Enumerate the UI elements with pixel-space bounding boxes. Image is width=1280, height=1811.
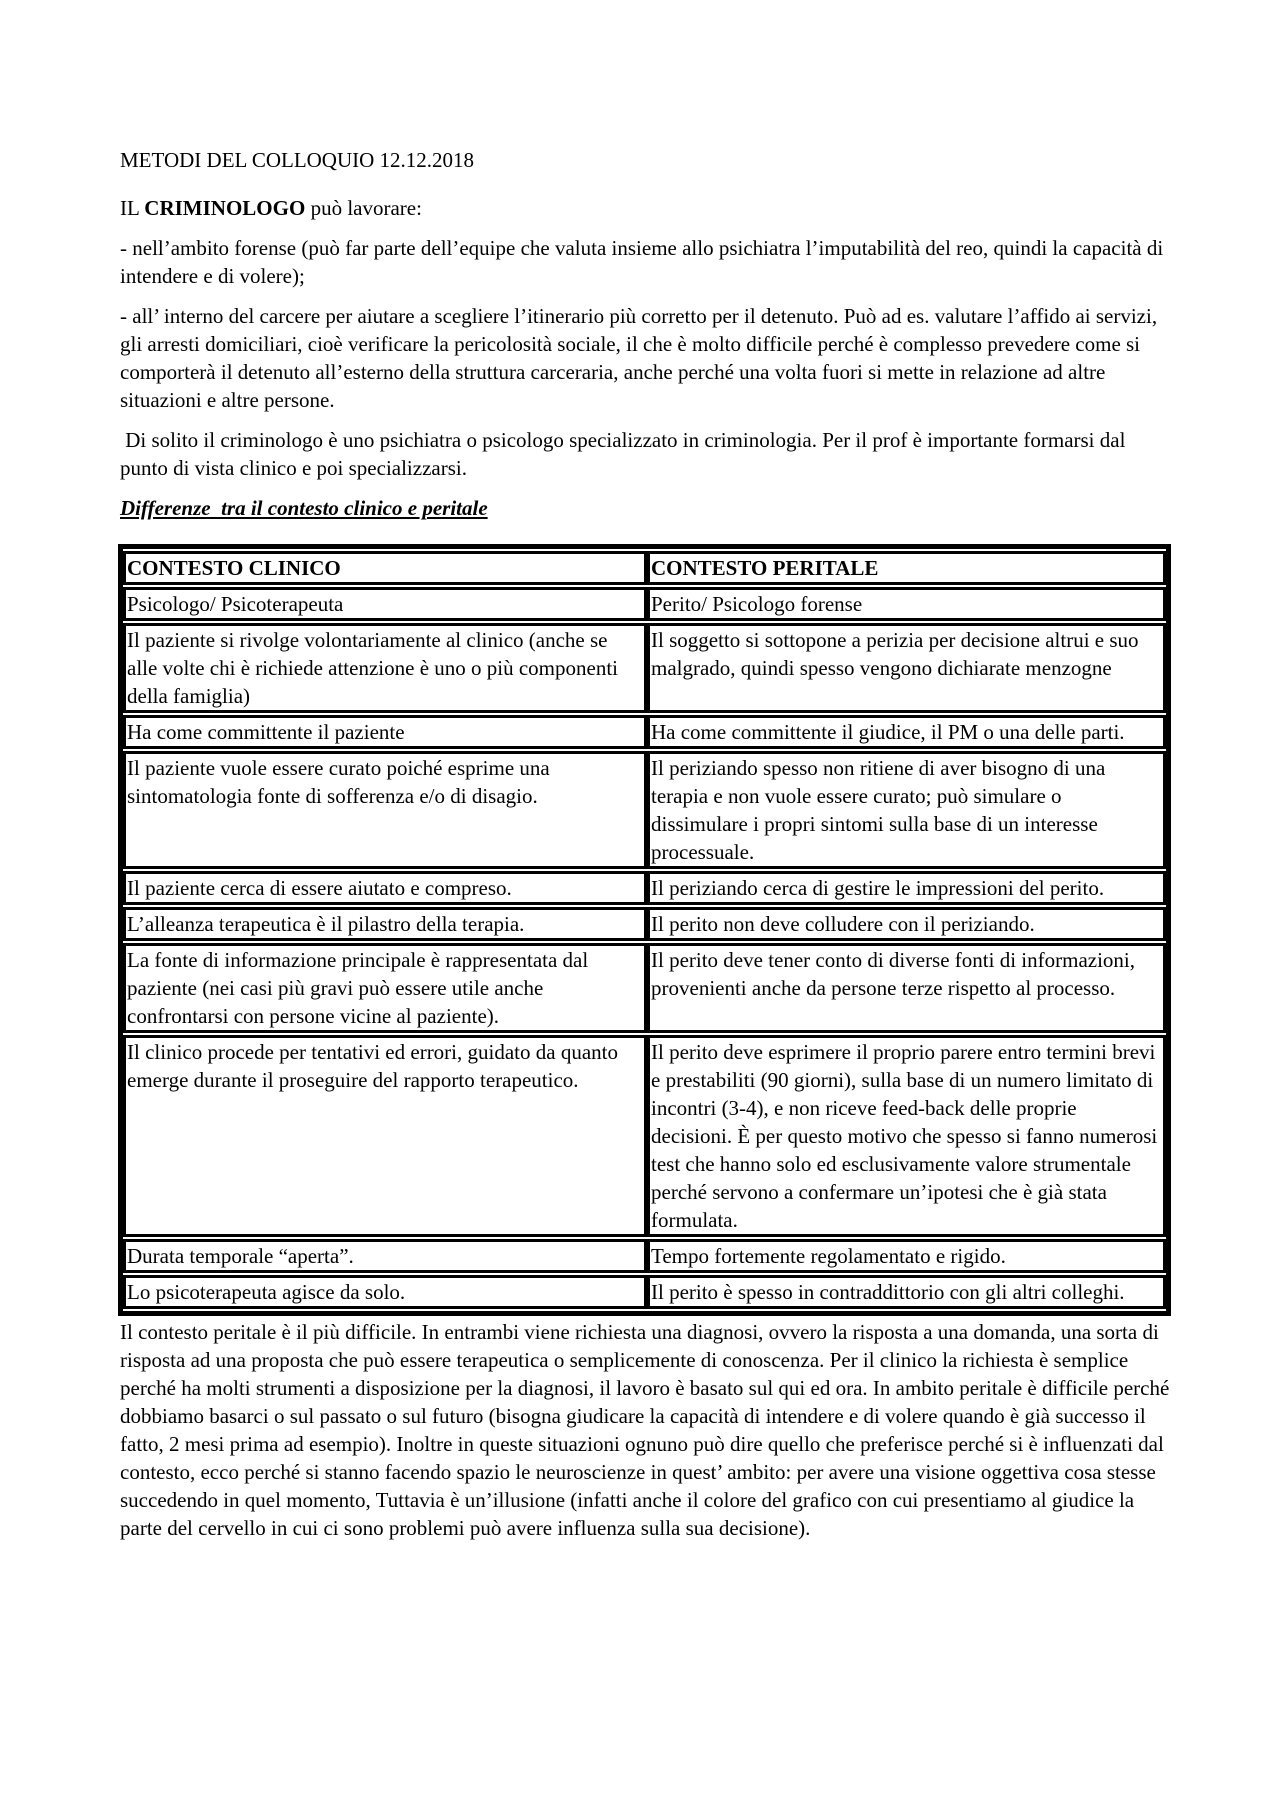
header-peritale: CONTESTO PERITALE xyxy=(647,551,1166,585)
cell-clinico: La fonte di informazione principale è rappresentata dal paziente (nei casi più gravi può essere utile anche confrontarsi con persone vicine al paziente). xyxy=(123,943,647,1033)
cell-clinico: L’alleanza terapeutica è il pilastro della terapia. xyxy=(123,907,647,941)
intro-bold-term: CRIMINOLOGO xyxy=(144,196,306,220)
table-row xyxy=(123,1275,1166,1309)
intro-prefix: IL xyxy=(120,196,145,220)
cell-clinico: Ha come committente il paziente xyxy=(123,715,647,749)
cell-peritale: Il perito deve tener conto di diverse fonti di informazioni, provenienti anche da persone terze rispetto al processo. xyxy=(647,943,1166,1033)
cell-clinico: Il paziente vuole essere curato poiché esprime una sintomatologia fonte di sofferenza e/o di disagio. xyxy=(123,751,647,869)
intro-line xyxy=(120,194,1170,222)
conclusion-paragraph: Il contesto peritale è il più difficile. In entrambi viene richiesta una diagnosi, ovvero la risposta a una domanda, una sorta di risposta ad una proposta che può essere terapeutica o semplicemente di conoscenza. Per il clinico la richiesta è semplice perché ha molti strumenti a disposizione per la diagnosi, il lavoro è basato sul qui ed ora. In ambito peritale è difficile perché dobbiamo basarci o sul passato o sul futuro (bisogna giudicare la capacità di intendere e di volere quando è già successo il fatto, 2 mesi prima ad esempio). Inoltre in queste situazioni ognuno può dire quello che preferisce perché si è influenzati dal contesto, ecco perché si stanno facendo spazio le neuroscienze in quest’ ambito: per avere una visione oggettiva cosa stesse succedendo in quel momento, Tuttavia è un’illusione (infatti anche il colore del grafico con cui presentiamo al giudice la parte del cervello in cui ci sono problemi può avere influenza sulla sua decisione). xyxy=(120,1320,1170,1540)
bullet-forense: - nell’ambito forense (può far parte dell’equipe che valuta insieme allo psichiatra l’imputabilità del reo, quindi la capacità di intendere e di volere); xyxy=(120,236,1164,288)
table-row xyxy=(123,1239,1166,1273)
document-page xyxy=(120,146,1170,1542)
bullet-carcere: - all’ interno del carcere per aiutare a scegliere l’itinerario più corretto per il detenuto. Può ad es. valutare l’affido ai servizi, gli arresti domiciliari, cioè verificare la pericolosità sociale, il che è molto difficile perché è complesso prevedere come si comporterà il detenuto all’esterno della struttura carceraria, anche perché una volta fuori si mette in relazione ad altre situazioni e altre persone. xyxy=(120,304,1158,412)
cell-clinico: Il paziente si rivolge volontariamente al clinico (anche se alle volte chi è richiede attenzione è uno o più componenti della famiglia) xyxy=(123,623,647,713)
cell-peritale: Tempo fortemente regolamentato e rigido. xyxy=(647,1239,1166,1273)
cell-clinico: Lo psicoterapeuta agisce da solo. xyxy=(123,1275,647,1309)
cell-peritale: Il periziando spesso non ritiene di aver bisogno di una terapia e non vuole essere curato; può simulare o dissimulare i propri sintomi sulla base di un interesse processuale. xyxy=(647,751,1166,869)
table-row xyxy=(123,587,1166,621)
cell-clinico: Durata temporale “aperta”. xyxy=(123,1239,647,1273)
table-row xyxy=(123,715,1166,749)
cell-peritale: Il perito deve esprimere il proprio parere entro termini brevi e prestabiliti (90 giorni), sulla base di un numero limitato di incontri (3-4), e non riceve feed-back delle proprie decisioni. È per questo motivo che spesso si fanno numerosi test che hanno solo ed esclusivamente valore strumentale perché servono a confermare un’ipotesi che è già stata formulata. xyxy=(647,1035,1166,1237)
comparison-table xyxy=(118,544,1171,1316)
table-row xyxy=(123,907,1166,941)
table-row xyxy=(123,871,1166,905)
header-clinico: CONTESTO CLINICO xyxy=(123,551,647,585)
table-header-row xyxy=(123,551,1166,585)
cell-peritale: Il periziando cerca di gestire le impressioni del perito. xyxy=(647,871,1166,905)
cell-clinico: Il clinico procede per tentativi ed errori, guidato da quanto emerge durante il proseguire del rapporto terapeutico. xyxy=(123,1035,647,1237)
cell-peritale: Ha come committente il giudice, il PM o una delle parti. xyxy=(647,715,1166,749)
cell-peritale: Perito/ Psicologo forense xyxy=(647,587,1166,621)
note-paragraph: Di solito il criminologo è uno psichiatra o psicologo specializzato in criminologia. Per il prof è importante formarsi dal punto di vista clinico e poi specializzarsi. xyxy=(120,428,1131,480)
cell-peritale: Il perito non deve colludere con il periziando. xyxy=(647,907,1166,941)
table-row xyxy=(123,1035,1166,1237)
document-title: METODI DEL COLLOQUIO 12.12.2018 xyxy=(120,148,475,172)
cell-clinico: Psicologo/ Psicoterapeuta xyxy=(123,587,647,621)
table-row xyxy=(123,943,1166,1033)
cell-clinico: Il paziente cerca di essere aiutato e compreso. xyxy=(123,871,647,905)
table-row xyxy=(123,751,1166,869)
table-row xyxy=(123,623,1166,713)
cell-peritale: Il soggetto si sottopone a perizia per decisione altrui e suo malgrado, quindi spesso vengono dichiarate menzogne xyxy=(647,623,1166,713)
cell-peritale: Il perito è spesso in contraddittorio con gli altri colleghi. xyxy=(647,1275,1166,1309)
section-heading: Differenze tra il contesto clinico e peritale xyxy=(120,496,488,520)
intro-suffix: può lavorare: xyxy=(305,196,422,220)
